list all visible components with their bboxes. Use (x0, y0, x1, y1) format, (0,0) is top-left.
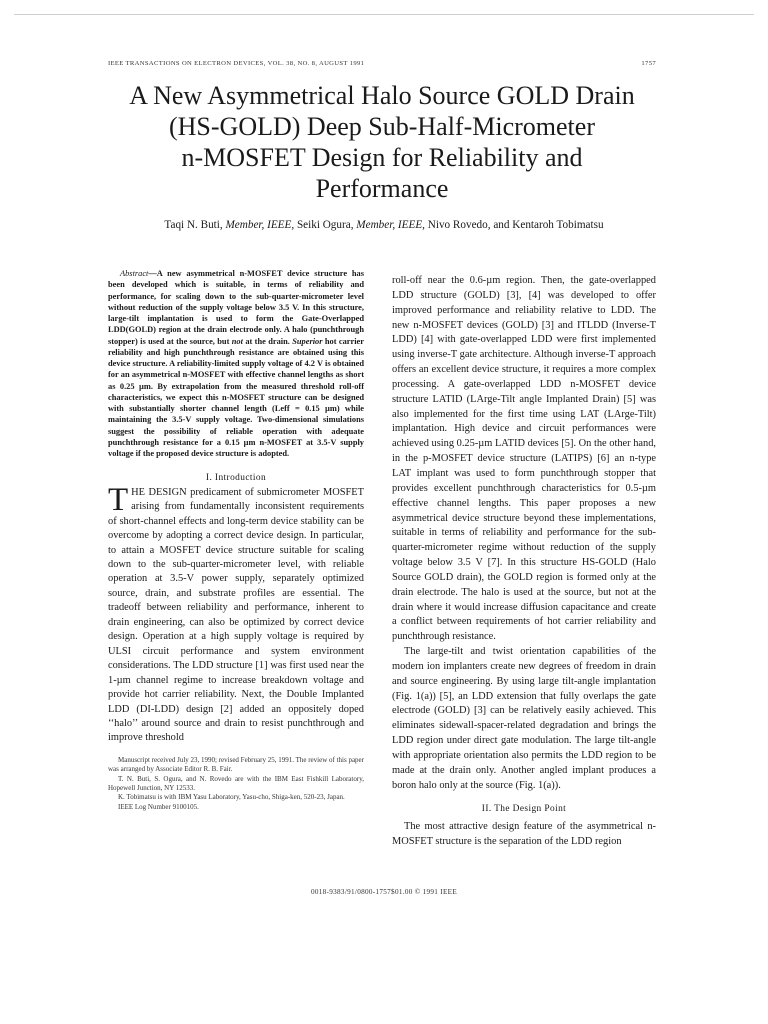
abstract (108, 268, 364, 459)
page-number: 1757 (641, 60, 656, 67)
title-line-2: (HS-GOLD) Deep Sub-Half-Micrometer (169, 112, 595, 141)
author-list (80, 219, 688, 231)
scan-edge-line (14, 14, 754, 15)
title-line-4: Performance (315, 174, 449, 203)
paper-title (100, 80, 664, 204)
abstract-text-2: at the drain. (242, 336, 293, 346)
author-3-4: Nivo Rovedo, and Kentaroh Tobimatsu (427, 219, 604, 231)
copyright-footer: 0018-9383/91/0800-1757$01.00 © 1991 IEEE (310, 888, 458, 896)
author-2: Seiki Ogura, (296, 219, 354, 231)
author-2-role: Member, IEEE, (356, 219, 425, 231)
design-point-paragraph: The most attractive design feature of the asymmetrical n-MOSFET structure is the separation of the LDD region (392, 821, 656, 848)
footnote-manuscript: Manuscript received July 23, 1990; revised February 25, 1991. The review of this paper was arranged by Associate Editor R. B. Fair. (108, 755, 364, 774)
journal-citation: IEEE TRANSACTIONS ON ELECTRON DEVICES, VOL. 38, NO. 8, AUGUST 1991 (108, 60, 365, 67)
abstract-text-1: —A new asymmetrical n-MOSFET device structure has been developed which is suitable, in terms of reliability and performance, for scaling down to the sub-quarter-micrometer level without reduction of the supply voltage below 3.5 V. In this structure, large-tilt implantation is used to form the Gate-Overlapped LDD(GOLD) region at the drain electrode only. A halo (punchthrough stopper) is used at the source, but (108, 269, 364, 346)
footnote-affiliation-ibm-yasu: K. Tobimatsu is with IBM Yasu Laboratory, Yasu-cho, Shiga-ken, 520-23, Japan. (118, 793, 345, 802)
footnote-affiliation-ibm-fishkill: T. N. Buti, S. Ogura, and N. Rovedo are with the IBM East Fishkill Laboratory, Hopewell Junction, NY 12533. (108, 774, 364, 793)
left-column (108, 268, 364, 812)
introduction-paragraph (108, 481, 365, 746)
section-heading-design-point: II. The Design Point (481, 803, 567, 814)
title-line-1: A New Asymmetrical Halo Source GOLD Drain (129, 81, 635, 110)
author-1-role: Member, IEEE, (225, 219, 295, 231)
running-head (108, 60, 656, 67)
drop-cap: T (108, 481, 129, 518)
footnotes (108, 756, 364, 812)
intro-continued-paragraph: roll-off near the 0.6-µm region. Then, the gate-overlapped LDD structure (GOLD) [3], [4] was developed to offer improved performance and reliability relative to LDD. The new n-MOSFET devices (GOLD) [3] and ITLDD (Inverse-T LDD) [4] with gate-overlapped LDD were first implemented using inverse-T gate architecture. Although inverse-T approach offers an excellent device structure, it requires a more complex processing. A gate-overlapped LDD n-MOSFET device structure LATID (LArge-Tilt angle Implanted Drain) [5] was also implemented for the first time using LAT (LArge-Tilt) implantation. High device and circuit performances were achieved using 0.25-µm LATID devices [5]. On the other hand, in the p-MOSFET device structure (LATIPS) [6] an n-type LAT implant was used to form punchthrough stopper that provides excellent punchthrough characteristics for 0.5-µm effective channel lengths. This paper proposes a new asymmetrical device structure beyond these implementations, suitable in terms of reliability and performance for the sub-quarter-micrometer regime without reduction of the supply voltage below 3.5 V [7]. In this structure HS-GOLD (Halo Source GOLD drain), the GOLD region is formed only at the drain electrode. The halo is used at the source, but not at the drain where it would increase diffusion capacitance and create a conflict between requirements of hot carrier reliability and punchthrough resistance. (392, 275, 656, 643)
large-tilt-paragraph: The large-tilt and twist orientation capabilities of the modern ion implanters create new degrees of freedom in drain and source engineering. By using large tilt-angle implantation (Fig. 1(a)) [5], an LDD extension that fully overlaps the gate electrode (GOLD) [3] can be relatively easily achieved. This eliminates sidewall-spacer-related degradation and brings the LDD region under direct gate modulation. The large tilt-angle with appropriate orientation also permits the LDD region to be made at the drain only. Another angled implant produces a boron halo only at the source (Fig. 1(a)). (392, 646, 656, 791)
abstract-emphasis-1: not (231, 336, 243, 346)
right-column (392, 274, 656, 850)
author-1: Taqi N. Buti, (164, 219, 223, 231)
abstract-text-3: hot carrier reliability and high punchthrough resistance are obtained using this device structure. A reliability-limited supply voltage of 4.2 V is obtained for an asymmetrical n-MOSFET with effective channel lengths as short as 0.25 µm. By extrapolation from the measured threshold roll-off characteristics, we expect this n-MOSFET structure can be designed with substantially shorter channel length (Leff = 0.15 µm) while maintaining the 3.5-V supply voltage. Two-dimensional simulations suggest the possibility of reliable operation with adequate punchthrough resistance for a 0.15 µm n-MOSFET at 3.5-V supply voltage if the proposed device structure is adopted. (108, 336, 364, 458)
intro-lead-words: HE DESIGN (131, 486, 187, 498)
abstract-emphasis-2: Superior (292, 336, 323, 346)
intro-text: predicament of submicrometer MOSFET arising from fundamentally inconsistent requirements of short-channel effects and long-term device stability can be overcome by adopting a correct device design. In particular, to attain a MOSFET device structure suitable for scaling down to the sub-quarter-micrometer level, with reliable operation at 3.5-V power supply, separately optimized source, drain, and substrate profiles are essential. The tradeoff between reliability and performance, inherent to drain engineering, can also be optimized by correct device design. Operation at a high supply voltage is required by ULSI circuit performance and system environment considerations. The LDD structure [1] was first used near the 1-µm channel regime to increase breakdown voltage and provide hot carrier reliability. Next, the Double Implanted LDD (DI-LDD) design [2] added an oppositely doped ‘‘halo’’ around source and drain to resist punchthrough and improve threshold (108, 486, 365, 744)
section-heading-introduction: I. Introduction (205, 473, 267, 484)
footnote-log-number: IEEE Log Number 9100105. (118, 802, 199, 811)
abstract-label: Abstract (120, 269, 149, 278)
title-line-3: n-MOSFET Design for Reliability and (181, 143, 583, 172)
